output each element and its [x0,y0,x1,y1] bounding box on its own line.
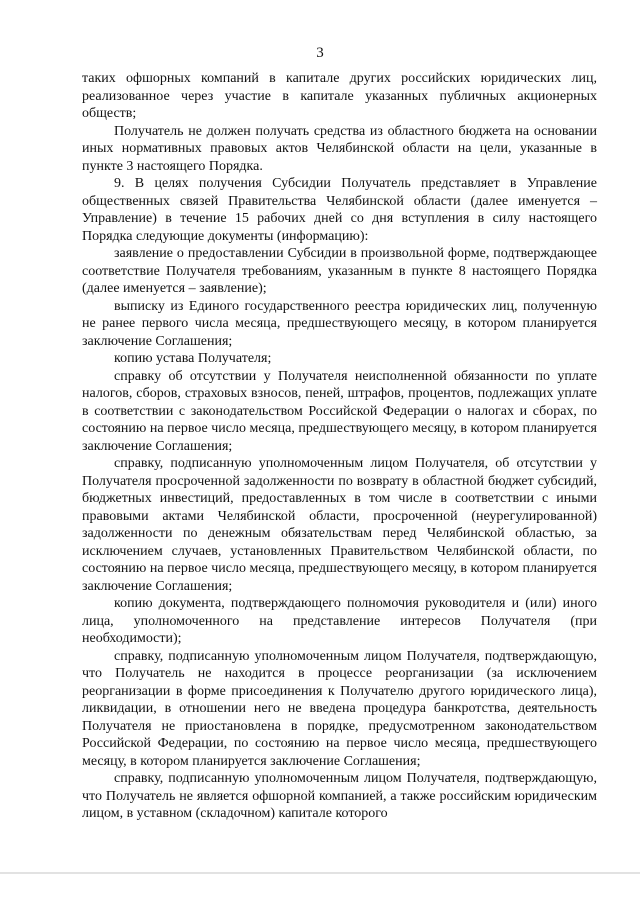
paragraph-budget-restriction: Получатель не должен получать средства из областного бюджета на основании иных нормативных правовых актов Челябинской области на цели, указанные в пункте 3 настоящего Порядка. [82,123,597,174]
paragraph-reorganization-certificate: справку, подписанную уполномоченным лицом Получателя, подтверждающую, что Получатель не находится в процессе реорганизации (за исключением реорганизации в форме присоединения к Получателю другого юридического лица), ликвидации, в отношении него не введена процедура банкротства, деятельность Получателя не приостановлена в порядке, предусмотренном законодательством Российской Федерации, по состоянию на первое число месяца, предшествующего месяцу, в котором планируется заключение Соглашения; [82,648,597,769]
paragraph-authority-document: копию документа, подтверждающего полномочия руководителя и (или) иного лица, уполномоченного на представление интересов Получателя (при необходимости); [82,596,597,646]
paragraph-registry-extract: выписку из Единого государственного реестра юридических лиц, полученную не ранее первого числа месяца, предшествующего месяцу, в котором планируется заключение Соглашения; [82,298,597,349]
page-number: 3 [316,45,324,61]
paragraph-offshore-certificate: справку, подписанную уполномоченным лицом Получателя, подтверждающую, что Получатель не является офшорной компанией, а также российским юридическим лицом, в уставном (складочном) капитале которого [82,771,597,821]
document-body [82,70,597,823]
paragraph-item-9: 9. В целях получения Субсидии Получатель представляет в Управление общественных связей Правительства Челябинской области (далее именуется – Управление) в течение 15 рабочих дней со дня вступления в силу настоящего Порядка следующие документы (информацию): [82,176,597,244]
paragraph-debt-certificate: справку, подписанную уполномоченным лицом Получателя, об отсутствии у Получателя просроченной задолженности по возврату в областной бюджет субсидий, бюджетных инвестиций, предоставленных в том числе в соответствии с иными правовыми актами Челябинской области, просроченной (неурегулированной) задолженности по денежным обязательствам перед Челябинской областью, за исключением случаев, установленных Правительством Челябинской области, по состоянию на первое число месяца, предшествующего месяцу, в котором планируется заключение Соглашения; [82,456,597,594]
paragraph-charter-copy: копию устава Получателя; [114,351,272,366]
scan-edge-line [0,872,640,874]
paragraph-continuation: таких офшорных компаний в капитале других российских юридических лиц, реализованное через участие в капитале указанных публичных акционерных обществ; [82,71,597,121]
paragraph-application: заявление о предоставлении Субсидии в произвольной форме, подтверждающее соответствие Получателя требованиям, указанным в пункте 8 настоящего Порядка (далее именуется – заявление); [82,246,597,296]
paragraph-tax-certificate: справку об отсутствии у Получателя неисполненной обязанности по уплате налогов, сборов, страховых взносов, пеней, штрафов, процентов, подлежащих уплате в соответствии с законодательством Российской Федерации о налогах и сборах, по состоянию на первое число месяца, предшествующего месяцу, в котором планируется заключение Соглашения; [82,368,597,454]
